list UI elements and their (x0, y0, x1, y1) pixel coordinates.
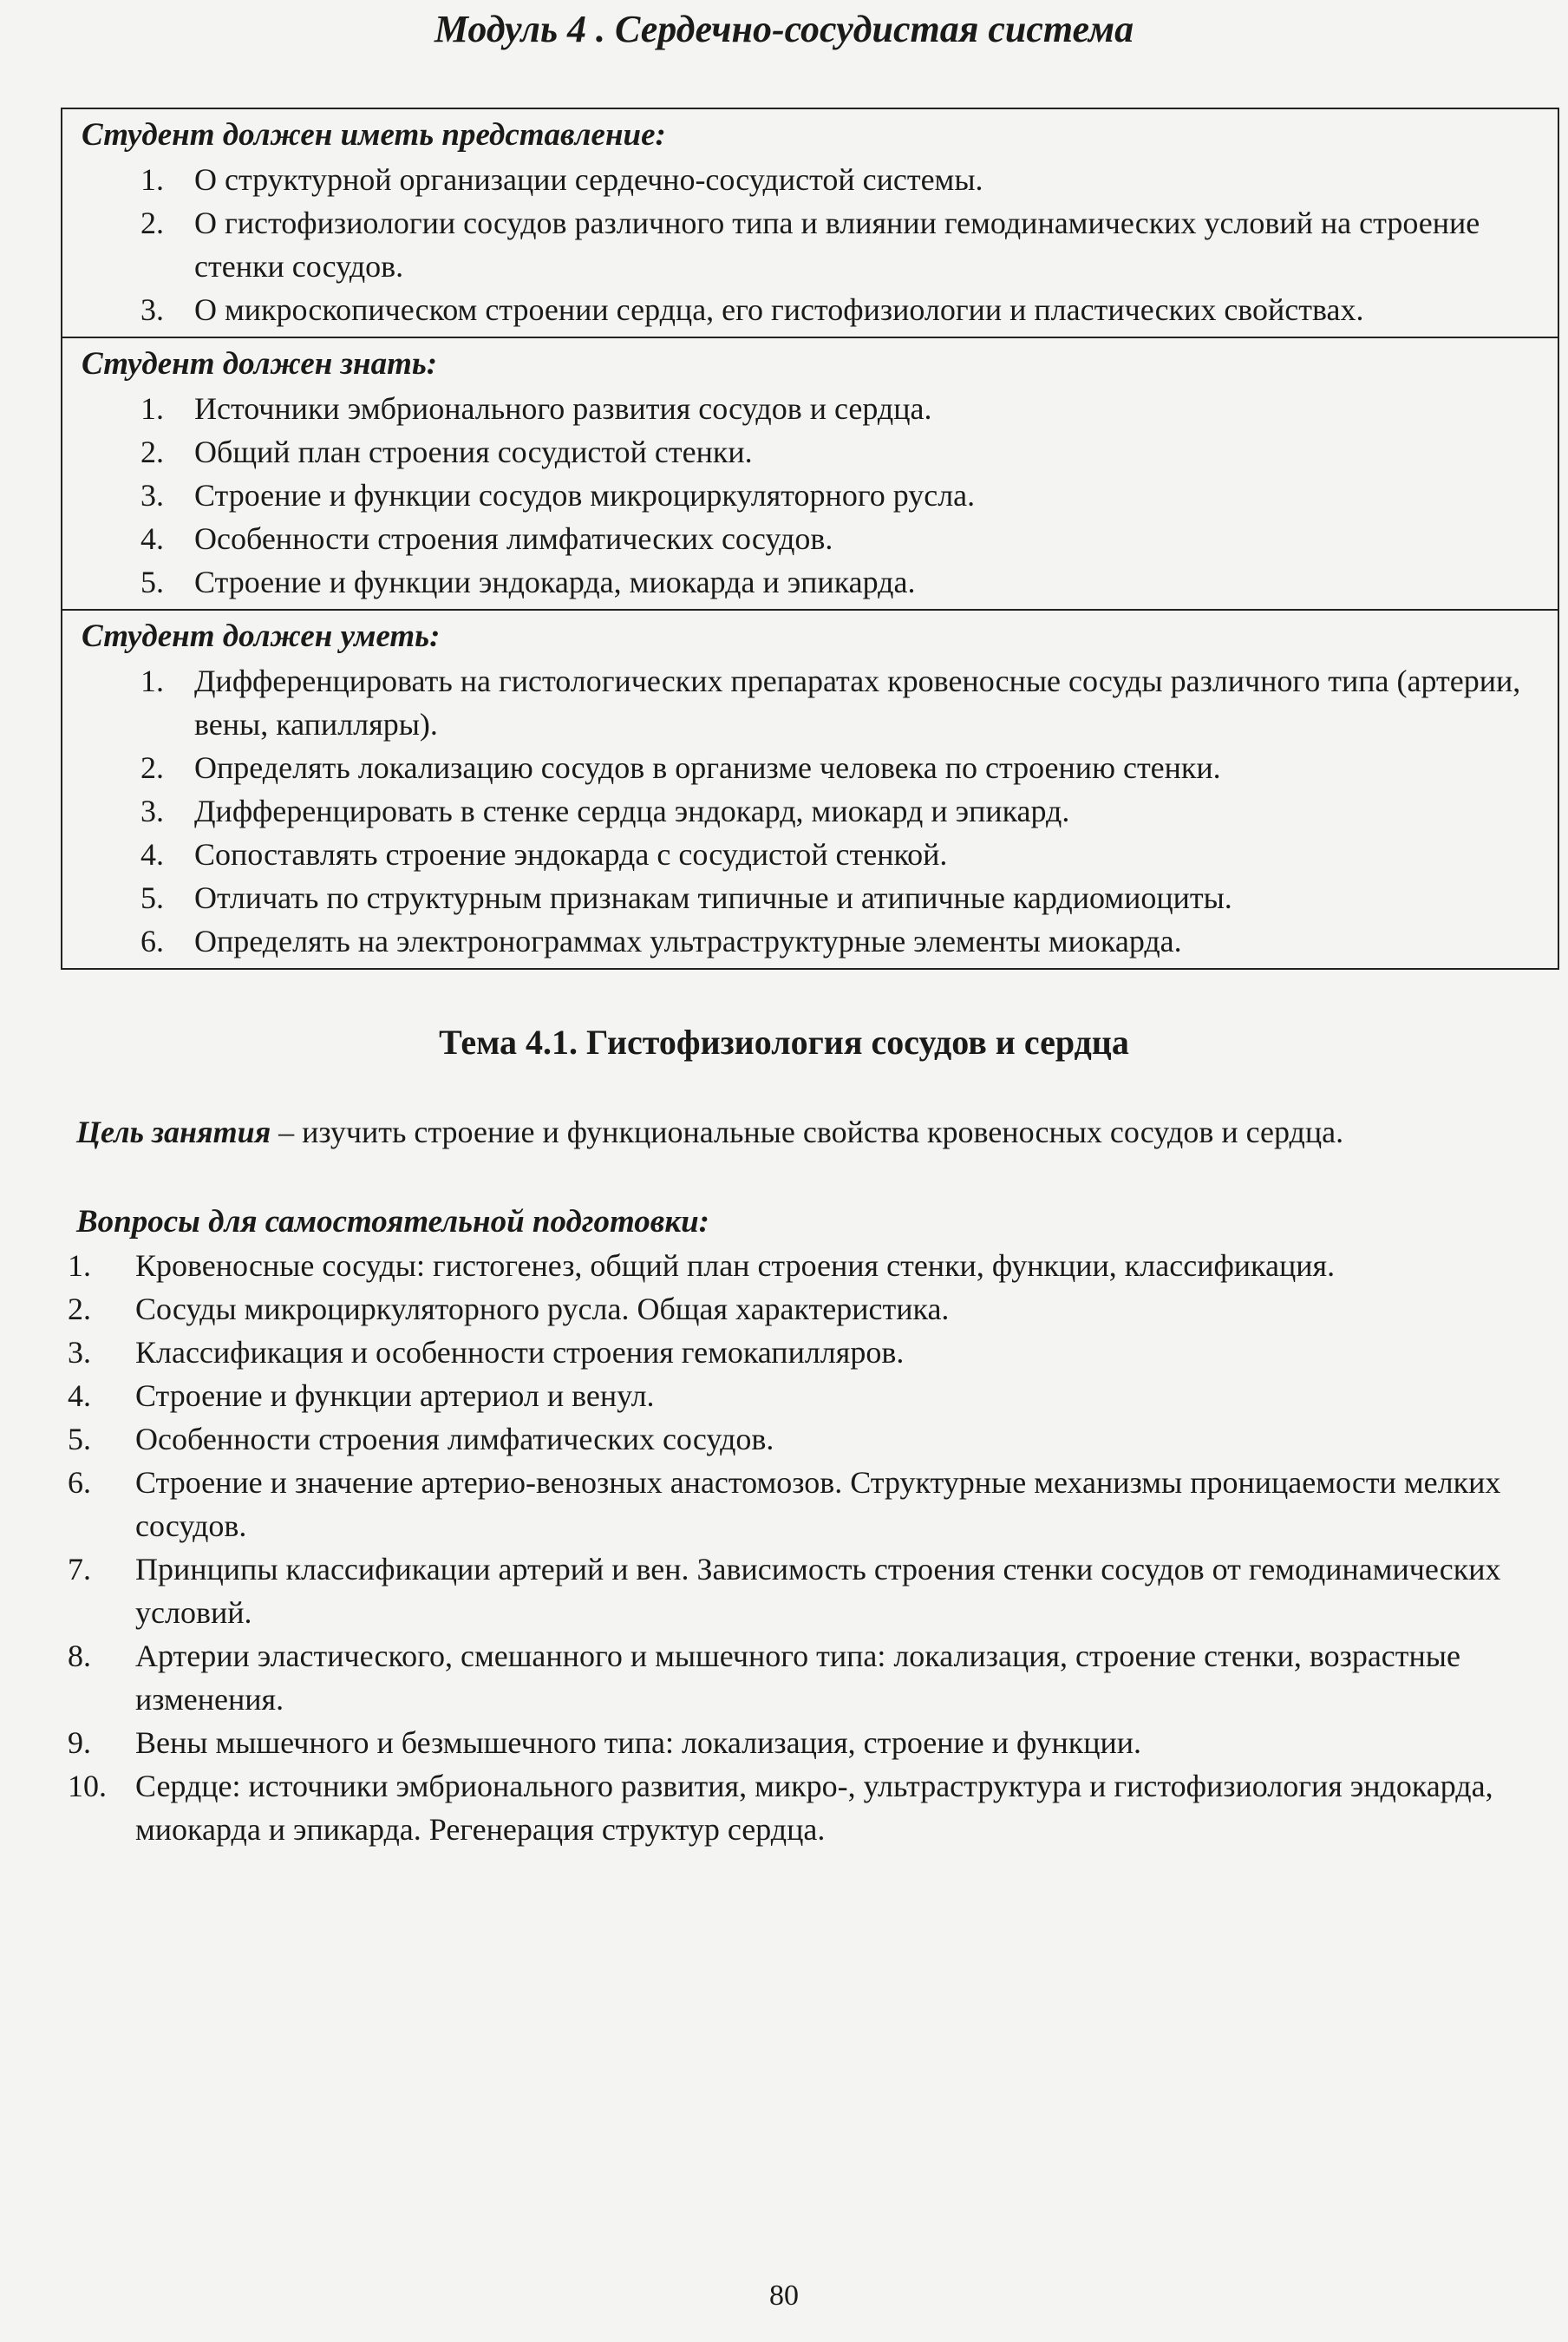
item-text: Отличать по структурным признакам типичные и атипичные кардиомиоциты. (194, 880, 1232, 915)
item-text: Вены мышечного и безмышечного типа: локализация, строение и функции. (135, 1725, 1141, 1760)
list-item (68, 1547, 1542, 1634)
objectives-section-knowledge (62, 337, 1558, 609)
item-number: 10. (68, 1769, 107, 1803)
list-item (62, 876, 1558, 919)
item-number: 6. (140, 924, 164, 958)
list-item (68, 1287, 1542, 1331)
item-number: 2. (140, 435, 164, 469)
item-number: 4. (140, 837, 164, 872)
item-number: 4. (140, 521, 164, 556)
item-number: 9. (68, 1725, 91, 1760)
item-text: О гистофизиологии сосудов различного типа и влиянии гемодинамических условий на строение стенки сосудов. (194, 206, 1480, 284)
item-number: 1. (140, 162, 164, 197)
list-item (62, 789, 1558, 833)
item-text: Особенности строения лимфатических сосудов. (135, 1422, 774, 1456)
list-item (68, 1417, 1542, 1461)
section-heading: Студент должен уметь: (82, 618, 441, 654)
list-item (62, 833, 1558, 876)
item-text: О структурной организации сердечно-сосудистой системы. (194, 162, 983, 197)
lesson-goal (76, 1110, 1542, 1154)
item-text: Кровеносные сосуды: гистогенез, общий план строения стенки, функции, классификация. (135, 1248, 1336, 1283)
list-item (68, 1634, 1542, 1721)
item-number: 7. (68, 1552, 91, 1586)
list-item (68, 1764, 1542, 1851)
list-item (62, 158, 1558, 201)
item-text: Принципы классификации артерий и вен. Зависимость строения стенки сосудов от гемодинамических условий. (135, 1552, 1501, 1630)
item-text: Дифференцировать на гистологических препаратах кровеносные сосуды различного типа (артерии, вены, капилляры). (194, 664, 1521, 742)
list-item (62, 919, 1558, 963)
list-item (62, 474, 1558, 517)
item-text: Сосуды микроциркуляторного русла. Общая характеристика. (135, 1292, 950, 1326)
item-text: Дифференцировать в стенке сердца эндокард, миокард и эпикард. (194, 794, 1070, 828)
item-number: 3. (140, 794, 164, 828)
item-number: 1. (140, 391, 164, 426)
item-text: Сердце: источники эмбрионального развития, микро-, ультраструктура и гистофизиология эндокарда, миокарда и эпикарда. Регенерация структур сердца. (135, 1769, 1493, 1847)
list-item (62, 659, 1558, 746)
item-number: 5. (140, 565, 164, 599)
list-item (68, 1244, 1542, 1287)
item-text: Определять локализацию сосудов в организме человека по строению стенки. (194, 750, 1221, 785)
item-text: Классификация и особенности строения гемокапилляров. (135, 1335, 905, 1370)
goal-label: Цель занятия (76, 1115, 271, 1149)
section-heading: Студент должен знать: (82, 346, 438, 382)
item-text: Источники эмбрионального развития сосудов и сердца. (194, 391, 932, 426)
list-item (62, 387, 1558, 430)
list-item (62, 746, 1558, 789)
item-number: 6. (68, 1465, 91, 1500)
topic-title: Тема 4.1. Гистофизиология сосудов и сердца (439, 1023, 1129, 1062)
list-item (68, 1331, 1542, 1374)
item-number: 2. (140, 206, 164, 240)
item-text: Общий план строения сосудистой стенки. (194, 435, 753, 469)
item-text: Артерии эластического, смешанного и мышечного типа: локализация, строение стенки, возрастные изменения. (135, 1639, 1460, 1717)
objectives-list (62, 659, 1558, 963)
questions-heading: Вопросы для самостоятельной подготовки: (76, 1204, 709, 1240)
item-number: 5. (68, 1422, 91, 1456)
objectives-list (62, 158, 1558, 331)
page-number: 80 (769, 2280, 799, 2312)
list-item (62, 201, 1558, 288)
item-text: Сопоставлять строение эндокарда с сосудистой стенкой. (194, 837, 948, 872)
section-heading: Студент должен иметь представление: (82, 117, 666, 153)
list-item (62, 517, 1558, 560)
list-item (68, 1461, 1542, 1547)
module-title: Модуль 4 . Сердечно-сосудистая система (434, 8, 1134, 50)
item-text: Строение и значение артерио-венозных анастомозов. Структурные механизмы проницаемости мелких сосудов. (135, 1465, 1501, 1543)
item-number: 3. (140, 292, 164, 327)
list-item (68, 1721, 1542, 1764)
item-number: 4. (68, 1378, 91, 1413)
item-number: 3. (140, 478, 164, 513)
item-number: 1. (68, 1248, 91, 1283)
objectives-box (61, 108, 1559, 970)
item-number: 3. (68, 1335, 91, 1370)
item-text: Строение и функции эндокарда, миокарда и эпикарда. (194, 565, 916, 599)
list-item (62, 430, 1558, 474)
item-number: 2. (68, 1292, 91, 1326)
questions-list (68, 1244, 1542, 1851)
list-item (62, 288, 1558, 331)
list-item (62, 560, 1558, 604)
goal-text: – изучить строение и функциональные свойства кровеносных сосудов и сердца. (271, 1115, 1344, 1149)
item-number: 5. (140, 880, 164, 915)
item-number: 8. (68, 1639, 91, 1673)
item-number: 2. (140, 750, 164, 785)
item-text: Строение и функции сосудов микроциркуляторного русла. (194, 478, 976, 513)
objectives-section-understanding (62, 109, 1558, 337)
objectives-list (62, 387, 1558, 604)
item-text: Определять на электронограммах ультраструктурные элементы миокарда. (194, 924, 1182, 958)
item-text: Особенности строения лимфатических сосудов. (194, 521, 833, 556)
objectives-section-skills (62, 609, 1558, 968)
item-text: О микроскопическом строении сердца, его гистофизиологии и пластических свойствах. (194, 292, 1364, 327)
item-number: 1. (140, 664, 164, 698)
item-text: Строение и функции артериол и венул. (135, 1378, 655, 1413)
list-item (68, 1374, 1542, 1417)
